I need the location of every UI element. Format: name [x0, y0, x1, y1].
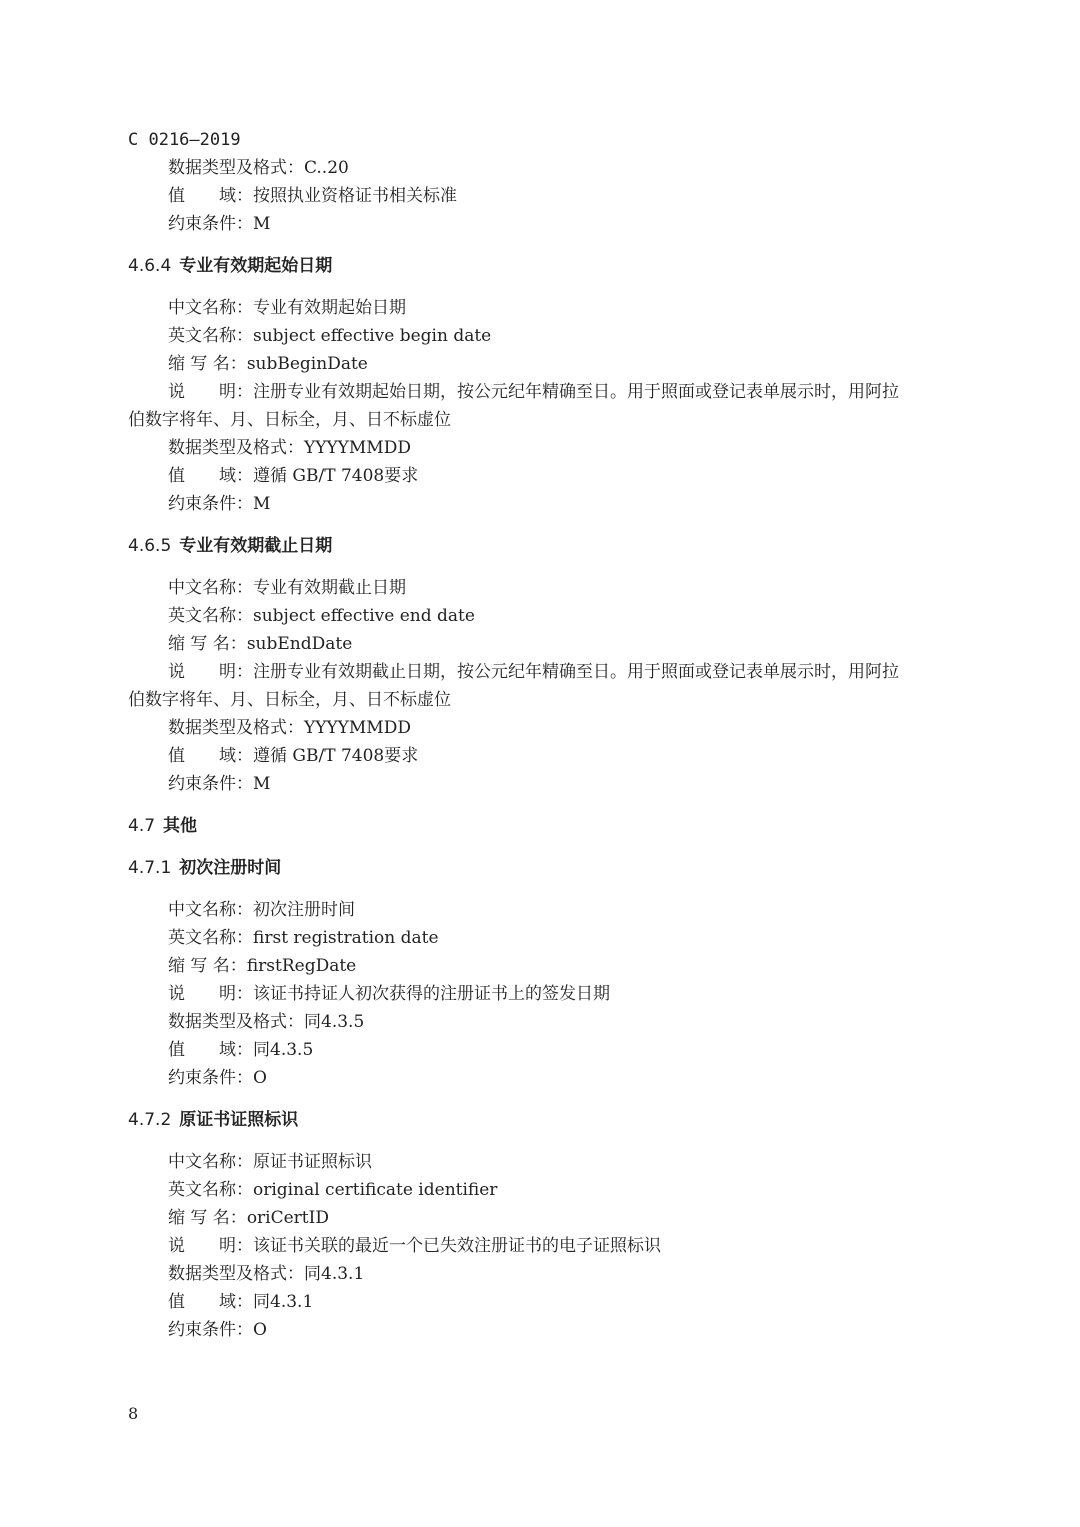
field-row	[128, 770, 984, 798]
field-value: subject effective end date	[253, 606, 475, 626]
field-row	[128, 462, 984, 490]
field-key: 约束条件：	[168, 214, 253, 234]
field-row	[128, 574, 984, 602]
field-key: 说 明：	[168, 662, 253, 682]
field-row	[128, 490, 984, 518]
section-heading	[128, 812, 984, 840]
field-row	[128, 980, 984, 1008]
section-fields	[128, 896, 984, 1092]
field-value: 初次注册时间	[253, 900, 355, 920]
field-key: 值 域：	[168, 466, 253, 486]
field-row	[128, 1008, 984, 1036]
field-value: first registration date	[253, 928, 439, 948]
field-value: M	[253, 774, 271, 794]
field-row	[128, 1260, 984, 1288]
section-number: 4.7	[128, 816, 156, 836]
field-key: 缩 写 名：	[168, 1208, 247, 1228]
field-row	[128, 322, 984, 350]
field-key: 说 明：	[168, 984, 253, 1004]
field-key: 英文名称：	[168, 326, 253, 346]
field-row	[128, 896, 984, 924]
field-key: 数据类型及格式：	[168, 718, 304, 738]
field-key: 缩 写 名：	[168, 634, 247, 654]
field-key: 值 域：	[168, 1292, 253, 1312]
section-number: 4.6.4	[128, 256, 172, 276]
section-title: 专业有效期截止日期	[179, 536, 333, 556]
field-value: 按照执业资格证书相关标准	[253, 186, 457, 206]
field-key: 英文名称：	[168, 928, 253, 948]
field-key: 英文名称：	[168, 606, 253, 626]
section-heading	[128, 854, 984, 882]
description-line-2: 伯数字将年、月、日标全，月、日不标虚位	[128, 690, 451, 710]
field-value: 该证书关联的最近一个已失效注册证书的电子证照标识	[253, 1236, 661, 1256]
description-field	[128, 658, 984, 714]
field-value: YYYYMMDD	[304, 718, 411, 738]
field-value: subBeginDate	[246, 354, 368, 374]
field-row	[128, 630, 984, 658]
field-value: 同4.3.5	[253, 1040, 314, 1060]
field-value: C..20	[304, 158, 349, 178]
field-value: 该证书持证人初次获得的注册证书上的签发日期	[253, 984, 610, 1004]
field-key: 数据类型及格式：	[168, 438, 304, 458]
field-key: 数据类型及格式：	[168, 158, 304, 178]
description-line-1: 注册专业有效期起始日期，按公元纪年精确至日。用于照面或登记表单展示时，用阿拉	[253, 382, 899, 402]
section-heading	[128, 252, 984, 280]
field-row	[128, 434, 984, 462]
field-row	[128, 1316, 984, 1344]
field-key: 值 域：	[168, 186, 253, 206]
field-value: 同4.3.1	[253, 1292, 314, 1312]
section-title: 专业有效期起始日期	[179, 256, 333, 276]
field-value: 遵循 GB/T 7408要求	[253, 466, 419, 486]
description-line-1: 注册专业有效期截止日期，按公元纪年精确至日。用于照面或登记表单展示时，用阿拉	[253, 662, 899, 682]
field-key: 约束条件：	[168, 1068, 253, 1088]
field-value: O	[253, 1320, 267, 1340]
field-value: 同4.3.1	[304, 1264, 365, 1284]
field-row	[128, 294, 984, 322]
field-row	[128, 154, 984, 182]
field-key: 英文名称：	[168, 1180, 253, 1200]
field-row	[128, 350, 984, 378]
field-value: O	[253, 1068, 267, 1088]
section-number: 4.6.5	[128, 536, 172, 556]
field-key: 值 域：	[168, 746, 253, 766]
field-value: subEndDate	[246, 634, 353, 654]
field-key: 数据类型及格式：	[168, 1012, 304, 1032]
section-fields	[128, 1148, 984, 1344]
field-row	[128, 182, 984, 210]
field-value: YYYYMMDD	[304, 438, 411, 458]
section-number: 4.7.2	[128, 1110, 172, 1130]
field-key: 值 域：	[168, 1040, 253, 1060]
standard-code: C 0216—2019	[128, 130, 241, 150]
field-row	[128, 1232, 984, 1260]
field-key: 约束条件：	[168, 1320, 253, 1340]
field-row	[128, 210, 984, 238]
section-title: 其他	[163, 816, 198, 836]
field-value: 专业有效期起始日期	[253, 298, 406, 318]
field-value: M	[253, 494, 271, 514]
field-row	[128, 1176, 984, 1204]
field-key: 约束条件：	[168, 774, 253, 794]
field-row	[128, 952, 984, 980]
section-number: 4.7.1	[128, 858, 172, 878]
field-value: 遵循 GB/T 7408要求	[253, 746, 419, 766]
section-title: 初次注册时间	[179, 858, 282, 878]
field-value: 同4.3.5	[304, 1012, 365, 1032]
field-key: 说 明：	[168, 1236, 253, 1256]
section-title: 原证书证照标识	[179, 1110, 299, 1130]
field-key: 说 明：	[168, 382, 253, 402]
intro-fields	[128, 154, 984, 238]
field-row	[128, 1036, 984, 1064]
field-value: M	[253, 214, 271, 234]
field-value: oriCertID	[246, 1208, 329, 1228]
field-value: subject effective begin date	[253, 326, 492, 346]
page-number: 8	[128, 1404, 139, 1423]
description-field	[128, 378, 984, 434]
field-row	[128, 924, 984, 952]
field-row	[128, 714, 984, 742]
field-row	[128, 602, 984, 630]
field-key: 缩 写 名：	[168, 354, 247, 374]
field-key: 数据类型及格式：	[168, 1264, 304, 1284]
field-row	[128, 1064, 984, 1092]
page-content	[128, 154, 984, 1344]
field-value: firstRegDate	[246, 956, 357, 976]
section-fields	[128, 574, 984, 798]
field-key: 中文名称：	[168, 578, 253, 598]
field-key: 中文名称：	[168, 298, 253, 318]
field-key: 中文名称：	[168, 1152, 253, 1172]
description-line-2: 伯数字将年、月、日标全，月、日不标虚位	[128, 410, 451, 430]
field-value: 专业有效期截止日期	[253, 578, 406, 598]
field-row	[128, 1204, 984, 1232]
field-row	[128, 742, 984, 770]
section-fields	[128, 294, 984, 518]
field-row	[128, 1148, 984, 1176]
field-value: original certificate identifier	[253, 1180, 498, 1200]
section-heading	[128, 1106, 984, 1134]
field-key: 缩 写 名：	[168, 956, 247, 976]
field-row	[128, 1288, 984, 1316]
field-value: 原证书证照标识	[253, 1152, 372, 1172]
field-key: 约束条件：	[168, 494, 253, 514]
section-heading	[128, 532, 984, 560]
field-key: 中文名称：	[168, 900, 253, 920]
